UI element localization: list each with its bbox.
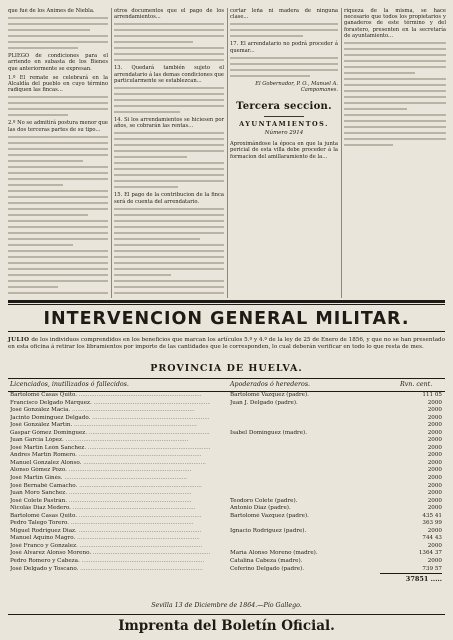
signature-line: El Gobernador, P. O., Manuel A. Campomanes. [255, 80, 338, 94]
text-column-2 [114, 8, 224, 296]
notice-top-rule-thin [8, 304, 445, 305]
table-row [8, 543, 445, 551]
table-row [8, 415, 445, 423]
notice-title-rule [8, 331, 445, 332]
row-amount: 2000 [427, 399, 442, 406]
row-name: José Bernabé Camacho. ..... [10, 483, 210, 491]
table-row [8, 452, 445, 460]
row-parent: Isabel Dominguez (madre). [230, 429, 307, 436]
table-row [8, 528, 445, 536]
row-amount: 2000 [427, 444, 442, 451]
row-amount: 2000 [427, 490, 442, 497]
payments-table [8, 378, 445, 583]
text-column-4 [344, 8, 446, 296]
row-name: José Colete Pastrán. ..... [10, 498, 210, 506]
header-name: Licenciados, inutilizados ó fallecidos. [10, 381, 129, 388]
heading-rule [264, 116, 304, 117]
table-row [8, 392, 445, 400]
row-name: Manuel Aquino Magro. ..... [10, 535, 210, 543]
row-parent: Bartolomé Vazquez (padre). [230, 392, 309, 398]
illegible-text-lines [114, 208, 224, 296]
table-row [8, 460, 445, 468]
imprint: Imprenta del Boletín Oficial. [118, 618, 335, 634]
table-total-row [8, 573, 445, 583]
row-parent: Teodoro Colete (padre). [230, 497, 298, 504]
column-paragraph: Aproximándose la época en que la junta pericial de esta villa debe proceder á la formacion del amillaramiento de la... [230, 141, 338, 160]
row-amount: 2000 [427, 429, 442, 436]
illegible-text-lines [114, 132, 224, 188]
table-row [8, 558, 445, 566]
column-paragraph: 14. Si los arrendamientos se hiciesen por años, se cobrarán las rentas... [114, 117, 224, 130]
row-parent: Ceferino Delgado (padre). [230, 565, 305, 572]
table-row [8, 490, 445, 498]
row-amount: 111 05 [422, 392, 442, 398]
column-divider [111, 8, 112, 298]
column-paragraph: cortar leña ni madera de ninguna clase... [230, 8, 338, 21]
table-row [8, 513, 445, 521]
table-row [8, 483, 445, 491]
table-body [8, 392, 445, 573]
table-row [8, 430, 445, 438]
table-row [8, 475, 445, 483]
notice-title: INTERVENCION GENERAL MILITAR. [43, 309, 410, 329]
row-name: Manuel Gonzalez Alonso. ..... [10, 460, 210, 468]
row-name: Gaspar Gómez Dominguez. ..... [10, 430, 210, 438]
row-name: José Delgado y Toscano. ..... [10, 566, 210, 574]
row-amount: 2000 [427, 505, 442, 512]
column-paragraph: que fué de los Animes de Niebla. [8, 8, 95, 14]
section-heading: Tercera seccion. [236, 101, 332, 113]
row-amount: 2000 [427, 459, 442, 466]
row-parent: María Alonso Moreno (madre). [230, 550, 318, 557]
notice-number: Número 2914 [264, 130, 304, 137]
table-row [8, 467, 445, 475]
illegible-text-lines [8, 17, 108, 49]
row-parent: Antonio Diaz (padre). [230, 505, 291, 512]
row-name: José González Macia. ..... [10, 407, 210, 415]
column-paragraph: riqueza de la misma, se hace necesario que todos los propietarios y ganaderos de este término y del forastero, presenten en la secretaría de ayuntamiento... [344, 8, 446, 39]
row-name: José Franco y Gonzalez. ..... [10, 543, 210, 551]
dateline: Sevilla 13 de Diciembre de 1864.—Pío Gallego. [151, 602, 302, 609]
table-total: 37851 ..... [380, 573, 442, 584]
row-name: Pedro Romero y Cabeza. ..... [10, 558, 210, 566]
row-amount: 1364 37 [418, 550, 442, 557]
column-paragraph: 2.º No se admitirá postura menor que las dos terceras partes de su tipo... [8, 120, 108, 133]
table-row [8, 400, 445, 408]
table-row [8, 422, 445, 430]
row-parent: Catalina Cabeza (madre). [230, 558, 303, 565]
row-amount: 2000 [427, 437, 442, 444]
illegible-text-lines [114, 23, 224, 61]
illegible-text-lines [8, 136, 108, 296]
row-amount: 2000 [427, 527, 442, 534]
province-heading: PROVINCIA DE HUELVA. [150, 363, 303, 374]
row-name: José Martín León Sanchez. ..... [10, 445, 210, 453]
row-name: José González Martín. ..... [10, 422, 210, 430]
section-subheading: AYUNTAMIENTOS. [239, 120, 329, 129]
row-name: Bartolomé Casas Quito. ..... [10, 513, 210, 521]
row-name: José Alvarez Alonso Moreno. ..... [10, 550, 210, 558]
column-paragraph: otros documentos que el pago de los arrendamientos... [114, 8, 224, 21]
table-row [8, 550, 445, 558]
row-name: Francisco Delgado Márquez. ..... [10, 400, 210, 408]
column-paragraph: 1.º El remate se celebrará en la Alcaldía del pueblo en cuyo término radiquen las fincas... [8, 74, 108, 94]
imprint-rule [8, 614, 445, 615]
row-name: Bartolomé Casas Quito. ..... [10, 392, 210, 400]
row-name: Miguel Rodriguez Diaz. ..... [10, 528, 210, 536]
row-name: Alonso Gómez Pozo. ..... [10, 467, 210, 475]
table-row [8, 505, 445, 513]
column-paragraph: 17. El arrendatario no podrá proceder á quemar... [230, 41, 338, 54]
row-amount: 2000 [427, 497, 442, 504]
column-paragraph: 15. El pago de la contribucion de la finca será de cuenta del arrendatario. [114, 192, 224, 205]
column-paragraph: PLIEGO de condiciones para el arriendo en subasta de los Bienes que anteriormente se expresan. [8, 53, 108, 72]
row-amount: 2000 [427, 407, 442, 414]
table-row [8, 498, 445, 506]
row-amount: 744 43 [422, 535, 442, 542]
row-name: Andres Martín Romero. ..... [10, 452, 210, 460]
row-parent: Ignacio Rodriguez (padre). [230, 527, 307, 534]
row-amount: 2000 [427, 467, 442, 474]
table-row [8, 445, 445, 453]
row-amount: 2000 [427, 414, 442, 421]
row-name: Juan García López. ..... [10, 437, 210, 445]
notice-top-rule [8, 300, 445, 303]
text-column-1 [8, 8, 108, 296]
table-header [8, 378, 445, 392]
notice-intro-text: de los individuos comprendidos en los beneficios que marcan los artículos 5.º y 4.º de la ley de 25 de Enero de 1856, y que no se han presentado en esta oficina á retirar los libramientos por importe de las cantidades que le corresponden, lo cual deberán verificar en todo lo que resta de mes. [8, 337, 445, 350]
illegible-text-lines [230, 57, 338, 77]
header-amount: Rvn. cent. [400, 381, 433, 388]
table-row [8, 566, 445, 574]
column-paragraph: 13. Quedará también sujeto el arrendatario á las demas condiciones que particularmente se establezcan... [114, 65, 224, 84]
row-name: Nicolás Diaz Medero. ..... [10, 505, 210, 513]
table-row [8, 535, 445, 543]
table-row [8, 407, 445, 415]
row-name: Jacinto Dominguez Delgado. ..... [10, 415, 210, 423]
row-amount: 2000 [427, 558, 442, 565]
row-amount: 2000 [427, 452, 442, 459]
row-name: José Martín Ginés. ..... [10, 475, 210, 483]
table-row [8, 520, 445, 528]
row-amount: 2000 [427, 422, 442, 429]
row-amount: 739 57 [422, 565, 442, 572]
text-column-3 [230, 8, 338, 296]
row-parent: Bartolomé Vazquez (padre). [230, 512, 309, 519]
table-row [8, 437, 445, 445]
header-parent: Apoderados ó herederos. [230, 381, 311, 388]
illegible-text-lines [230, 23, 338, 37]
illegible-text-lines [344, 42, 446, 146]
row-parent: Juan J. Delgado (padre). [230, 399, 298, 406]
column-divider [227, 8, 228, 298]
illegible-text-lines [114, 87, 224, 113]
row-amount: 2000 [427, 542, 442, 549]
row-amount: 435 41 [422, 512, 442, 519]
notice-intro [8, 337, 445, 351]
illegible-text-lines [8, 96, 108, 116]
row-amount: 2000 [427, 475, 442, 482]
notice-intro-lead: JULIO [8, 337, 30, 343]
column-divider [341, 8, 342, 298]
row-name: Juan Moro Sanchez. ..... [10, 490, 210, 498]
row-amount: 2000 [427, 482, 442, 489]
row-name: Pedro Talego Torero. ..... [10, 520, 210, 528]
row-amount: 363 99 [422, 520, 442, 527]
